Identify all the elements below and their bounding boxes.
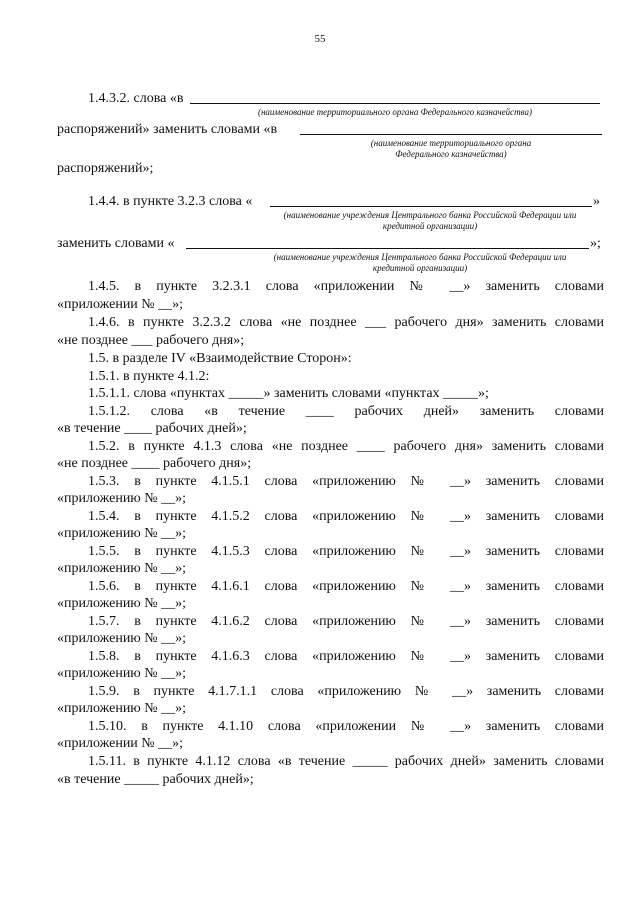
blank-line bbox=[186, 248, 589, 249]
item-1-5-10-line-2: «приложении № __»; bbox=[57, 736, 184, 751]
field-caption: (наименование территориального органа bbox=[370, 138, 532, 148]
item-1-5-8-line-2: «приложению № __»; bbox=[57, 666, 187, 681]
item-1-5-10-line-1: 1.5.10. в пункте 4.1.10 слова «приложении № __» заменить словами bbox=[88, 719, 604, 734]
field-caption: Федерального казначейства) bbox=[395, 149, 507, 159]
item-1-5-4-line-1: 1.5.4. в пункте 4.1.5.2 слова «приложению № __» заменить словами bbox=[88, 509, 604, 524]
item-1-5-7-line-2: «приложению № __»; bbox=[57, 631, 187, 646]
field-caption: кредитной организации) bbox=[372, 263, 468, 273]
item-1-5-11-line-2: «в течение _____ рабочих дней»; bbox=[57, 772, 254, 787]
item-1-4-4-line-1: 1.4.4. в пункте 3.2.3 слова « bbox=[88, 194, 253, 209]
item-1-5-11-line-1: 1.5.11. в пункте 4.1.12 слова «в течение _____ рабочих дней» заменить словами bbox=[88, 754, 604, 769]
item-1-5-4-line-2: «приложению № __»; bbox=[57, 526, 187, 541]
item-1-5-1-2-line-1: 1.5.1.2. слова «в течение ____ рабочих дней» заменить словами bbox=[88, 404, 604, 419]
blank-line bbox=[190, 103, 600, 104]
item-1-4-3-2-line-2: распоряжений» заменить словами «в bbox=[57, 122, 278, 137]
item-1-4-6-line-2: «не позднее ___ рабочего дня»; bbox=[57, 333, 245, 348]
closing-quote: »; bbox=[590, 236, 601, 251]
field-caption: (наименование учреждения Центрального банка Российской Федерации или bbox=[273, 252, 567, 262]
item-1-5-6-line-1: 1.5.6. в пункте 4.1.6.1 слова «приложению № __» заменить словами bbox=[88, 579, 604, 594]
closing-quote: » bbox=[593, 194, 600, 209]
item-1-5-3-line-2: «приложению № __»; bbox=[57, 491, 187, 506]
field-caption: (наименование территориального органа Федерального казначейства) bbox=[257, 107, 533, 117]
item-1-5-3-line-1: 1.5.3. в пункте 4.1.5.1 слова «приложению № __» заменить словами bbox=[88, 474, 604, 489]
item-1-4-4-line-2: заменить словами « bbox=[57, 236, 175, 251]
item-1-5-9-line-2: «приложению № __»; bbox=[57, 701, 187, 716]
item-1-5-9-line-1: 1.5.9. в пункте 4.1.7.1.1 слова «приложению № __» заменить словами bbox=[88, 684, 604, 699]
item-1-5-6-line-2: «приложению № __»; bbox=[57, 596, 187, 611]
item-1-5-2-line-2: «не позднее ____ рабочего дня»; bbox=[57, 456, 252, 471]
item-1-5-1-1: 1.5.1.1. слова «пунктах _____» заменить словами «пунктах _____»; bbox=[88, 386, 489, 401]
item-1-5: 1.5. в разделе IV «Взаимодействие Сторон»: bbox=[88, 351, 352, 366]
item-1-5-1: 1.5.1. в пункте 4.1.2: bbox=[88, 369, 210, 384]
item-1-5-5-line-1: 1.5.5. в пункте 4.1.5.3 слова «приложению № __» заменить словами bbox=[88, 544, 604, 559]
blank-line bbox=[300, 134, 602, 135]
field-caption: (наименование учреждения Центрального банка Российской Федерации или bbox=[283, 210, 577, 220]
item-1-4-5-line-1: 1.4.5. в пункте 3.2.3.1 слова «приложении № __» заменить словами bbox=[88, 279, 604, 294]
item-1-5-1-2-line-2: «в течение ____ рабочих дней»; bbox=[57, 421, 247, 436]
item-1-5-7-line-1: 1.5.7. в пункте 4.1.6.2 слова «приложению № __» заменить словами bbox=[88, 614, 604, 629]
item-1-4-6-line-1: 1.4.6. в пункте 3.2.3.2 слова «не позднее ___ рабочего дня» заменить словами bbox=[88, 315, 604, 330]
item-1-5-2-line-1: 1.5.2. в пункте 4.1.3 слова «не позднее ____ рабочего дня» заменить словами bbox=[88, 439, 604, 454]
blank-line bbox=[270, 206, 592, 207]
page-number: 55 bbox=[314, 33, 326, 45]
item-1-4-3-2-line-3: распоряжений»; bbox=[57, 161, 154, 176]
item-1-5-8-line-1: 1.5.8. в пункте 4.1.6.3 слова «приложению № __» заменить словами bbox=[88, 649, 604, 664]
field-caption: кредитной организации) bbox=[382, 221, 478, 231]
item-1-5-5-line-2: «приложению № __»; bbox=[57, 561, 187, 576]
item-1-4-5-line-2: «приложении № __»; bbox=[57, 297, 184, 312]
item-1-4-3-2-line-1: 1.4.3.2. слова «в bbox=[88, 91, 184, 106]
